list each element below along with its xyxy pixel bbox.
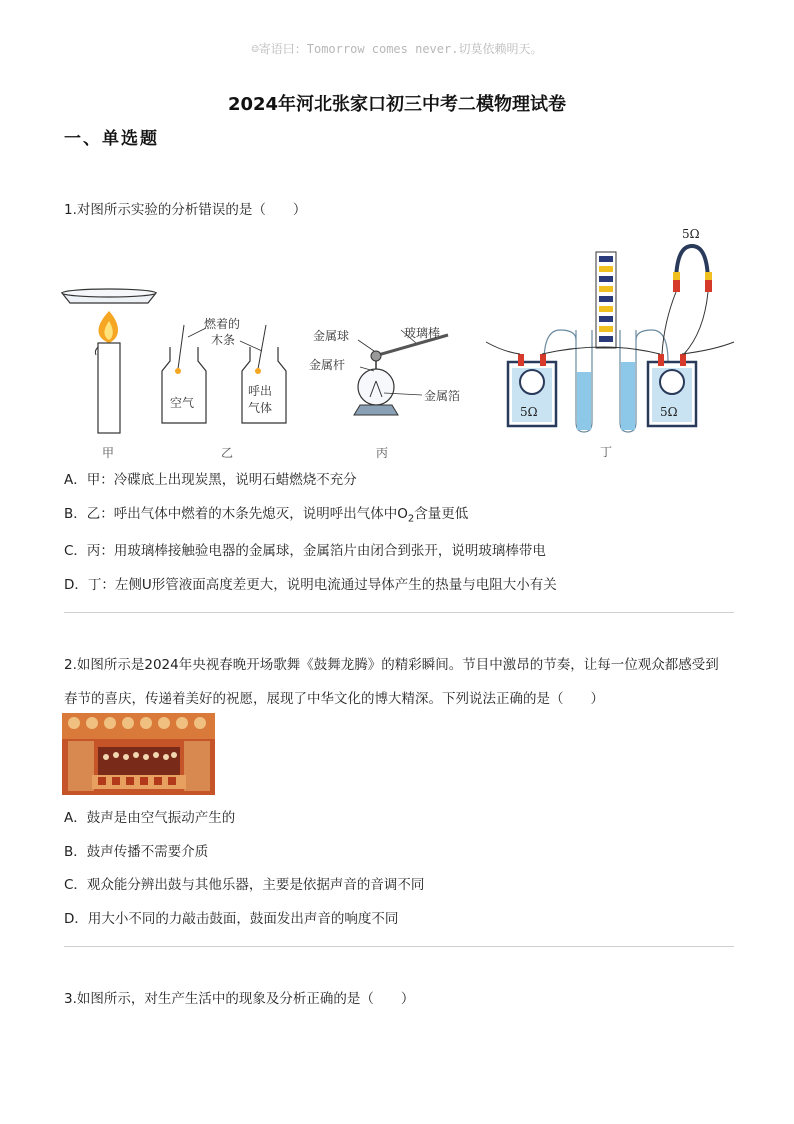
label-burning-stick-1: 燃着的 bbox=[204, 317, 241, 331]
question-1-option-b[interactable] bbox=[64, 502, 468, 525]
question-2-option-d[interactable]: D．用大小不同的力敲击鼓面，鼓面发出声音的响度不同 bbox=[64, 911, 399, 927]
label-air: 空气 bbox=[170, 396, 195, 410]
figure-label-yi: 乙 bbox=[221, 446, 234, 460]
question-1-option-c[interactable]: C．丙：用玻璃棒接触验电器的金属球，金属箔片由闭合到张开，说明玻璃棒带电 bbox=[64, 543, 546, 559]
page-title: 2024年河北张家口初三中考二模物理试卷 bbox=[227, 94, 567, 115]
label-glass-rod: 玻璃棒 bbox=[404, 326, 441, 340]
option-b-text: B．乙：呼出气体中燃着的木条先熄灭，说明呼出气体中O bbox=[64, 506, 408, 522]
label-exhaled-2: 气体 bbox=[248, 401, 273, 415]
question-1-stem: 1.对图所示实验的分析错误的是（ ） bbox=[64, 202, 307, 218]
figure-label-ding: 丁 bbox=[600, 445, 613, 459]
label-resistor-left: 5Ω bbox=[520, 405, 538, 419]
question-2-stem-line1: 2.如图所示是2024年央视春晚开场歌舞《鼓舞龙腾》的精彩瞬间。节目中激昂的节奏，让每一位观众都感受到 bbox=[64, 657, 719, 673]
question-2-photo bbox=[62, 713, 215, 795]
question-1-option-d[interactable]: D．丁：左侧U形管液面高度差更大，说明电流通过导体产生的热量与电阻大小有关 bbox=[64, 577, 557, 593]
label-metal-foil: 金属箔 bbox=[424, 389, 461, 403]
option-b-subscript: 2 bbox=[407, 513, 415, 525]
figure-label-bing: 丙 bbox=[376, 446, 389, 460]
candle-plate-apparatus bbox=[62, 289, 156, 433]
label-burning-stick-2: 木条 bbox=[211, 333, 236, 347]
external-resistor bbox=[673, 246, 712, 292]
question-divider bbox=[64, 612, 734, 613]
question-divider bbox=[64, 946, 734, 947]
figure-label-jia: 甲 bbox=[102, 446, 115, 460]
label-metal-rod: 金属杆 bbox=[309, 358, 346, 372]
question-1-figure-left bbox=[56, 225, 476, 465]
label-resistor-right: 5Ω bbox=[660, 405, 678, 419]
question-2-option-a[interactable]: A．鼓声是由空气振动产生的 bbox=[64, 810, 236, 826]
label-metal-ball: 金属球 bbox=[313, 329, 350, 343]
question-2-option-c[interactable]: C．观众能分辨出鼓与其他乐器，主要是依据声音的音调不同 bbox=[64, 877, 425, 893]
label-resistor-top: 5Ω bbox=[682, 227, 700, 241]
u-tube-scale bbox=[596, 252, 616, 348]
header-motto: ☺寄语曰：Tomorrow comes never.切莫依赖明天。 bbox=[251, 42, 543, 56]
label-exhaled-1: 呼出 bbox=[248, 384, 273, 398]
option-b-text-end: 含量更低 bbox=[414, 506, 469, 522]
section-heading: 一、单选题 bbox=[64, 129, 159, 149]
question-3-stem: 3.如图所示，对生产生活中的现象及分析正确的是（ ） bbox=[64, 991, 415, 1007]
question-1-figure-ding bbox=[484, 222, 740, 462]
question-2-option-b[interactable]: B．鼓声传播不需要介质 bbox=[64, 844, 209, 860]
question-1-option-a[interactable]: A．甲：冷碟底上出现炭黑，说明石蜡燃烧不充分 bbox=[64, 472, 357, 488]
question-2-stem-line2: 春节的喜庆，传递着美好的祝愿，展现了中华文化的博大精深。下列说法正确的是（ ） bbox=[64, 691, 604, 707]
